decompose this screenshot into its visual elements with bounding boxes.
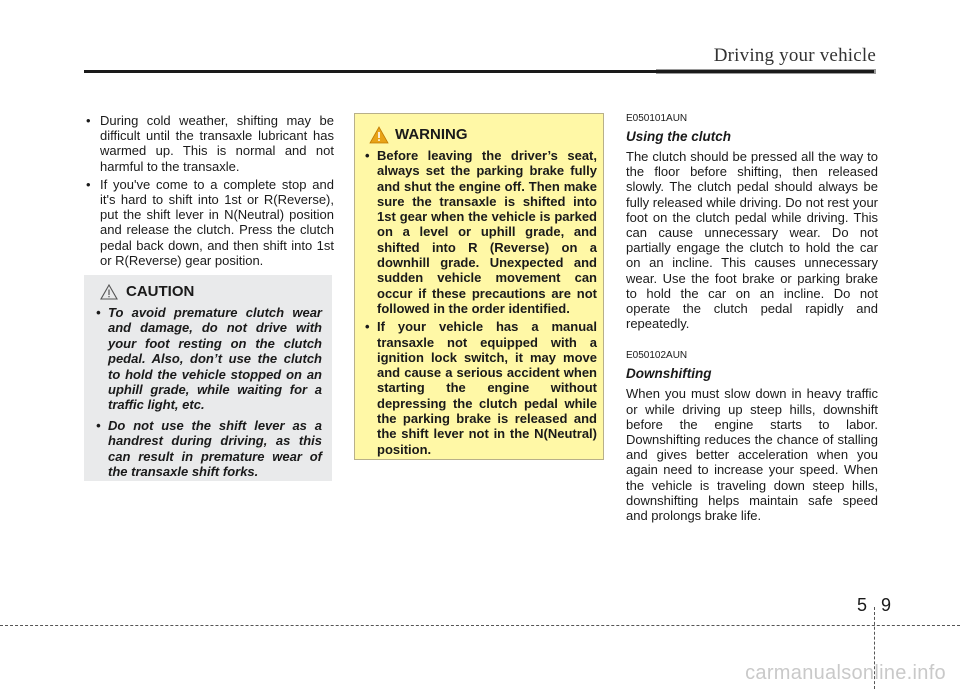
caution-text: Do not use the shift lever as a handrest during driving, as this can result in premature wear of the transaxle shift forks. [108,417,322,480]
right-column [626,113,878,542]
page-number: 9 [881,595,892,615]
list-item [363,319,597,457]
list-item [363,148,597,316]
section-heading: Using the clutch [626,129,732,144]
list-item [94,418,322,480]
section-heading: Downshifting [626,366,712,382]
bullet-dot: • [365,148,370,163]
section-number: 5 [857,595,868,615]
section-code: E050102AUN [626,350,688,362]
caution-header [84,275,332,301]
caution-triangle-icon [100,284,118,300]
section-body: When you must slow down in heavy traffic or while driving up steep hills, downshift before the engine starts to labor. Downshifting reduces the chance of stalling and gives better acceleration when you again need to increase your speed. When the vehicle is traveling down steep hills, downshifting helps maintain safe speed and prolongs brake life. [626,386,878,524]
footer-rule [0,625,960,626]
list-item [84,177,334,268]
list-item [94,305,322,413]
bullet-dot: • [365,319,370,335]
bullet-text: If you've come to a complete stop and it's hard to shift into 1st or R(Reverse), put the shift lever in N(Neutral) position and release the clutch. Press the clutch pedal back down, and then shift into 1st or R(Reverse) gear position. [100,176,334,268]
section-downshifting [626,350,878,523]
warning-title: WARNING [395,126,468,143]
bullet-text: During cold weather, shifting may be difficult until the transaxle lubricant has warmed up. This is normal and not harmful to the transaxle. [100,113,334,174]
caution-body [84,301,332,479]
warning-text: If your vehicle has a manual transaxle not equipped with a ignition lock switch, it may move and cause a serious accident when starting the engine without depressing the clutch pedal while the parking brake is released and the shift lever not in the N(Neutral) position. [377,319,597,457]
list-item [84,113,334,174]
warning-text: Before leaving the driver’s seat, always set the parking brake fully and shut the engine off. Then make sure the transaxle is shifted into 1st gear when the vehicle is parked on a level or uphill grade, and shifted into R (Reverse) on a downhill grade. Unexpected and sudden vehicle movement can occur if these precautions are not followed in the order identified. [377,148,597,316]
caution-box [84,275,332,481]
bullet-dot: • [96,305,101,320]
section-code: E050101AUN [626,113,688,124]
left-column [84,113,334,271]
bullet-dot: • [96,417,101,433]
header-rule [84,70,874,73]
page-header-title: Driving your vehicle [713,45,876,66]
warning-triangle-icon [369,126,389,144]
caution-text: To avoid premature clutch wear and damage, do not drive with your foot resting on the clutch pedal. Also, don’t use the clutch to hold the vehicle stopped on an uphill grade, while waiting for a traffic light, etc. [108,305,322,413]
warning-header [355,114,603,144]
warning-box [354,113,604,460]
bullet-dot: • [86,113,91,128]
bullet-dot: • [86,176,91,192]
caution-title: CAUTION [126,283,195,300]
watermark: carmanualsonline.info [745,662,946,684]
section-using-clutch [626,113,878,331]
section-body: The clutch should be pressed all the way to the floor before shifting, then released slowly. The clutch pedal should always be fully released while driving. Do not rest your foot on the clutch pedal while driving. This can cause unnecessary wear. Do not partially engage the clutch to hold the car on an incline. This causes unnecessary wear. Use the foot brake or parking brake to hold the car on an incline. Do not operate the clutch pedal rapidly and repeatedly. [626,149,878,332]
warning-body [355,144,603,457]
